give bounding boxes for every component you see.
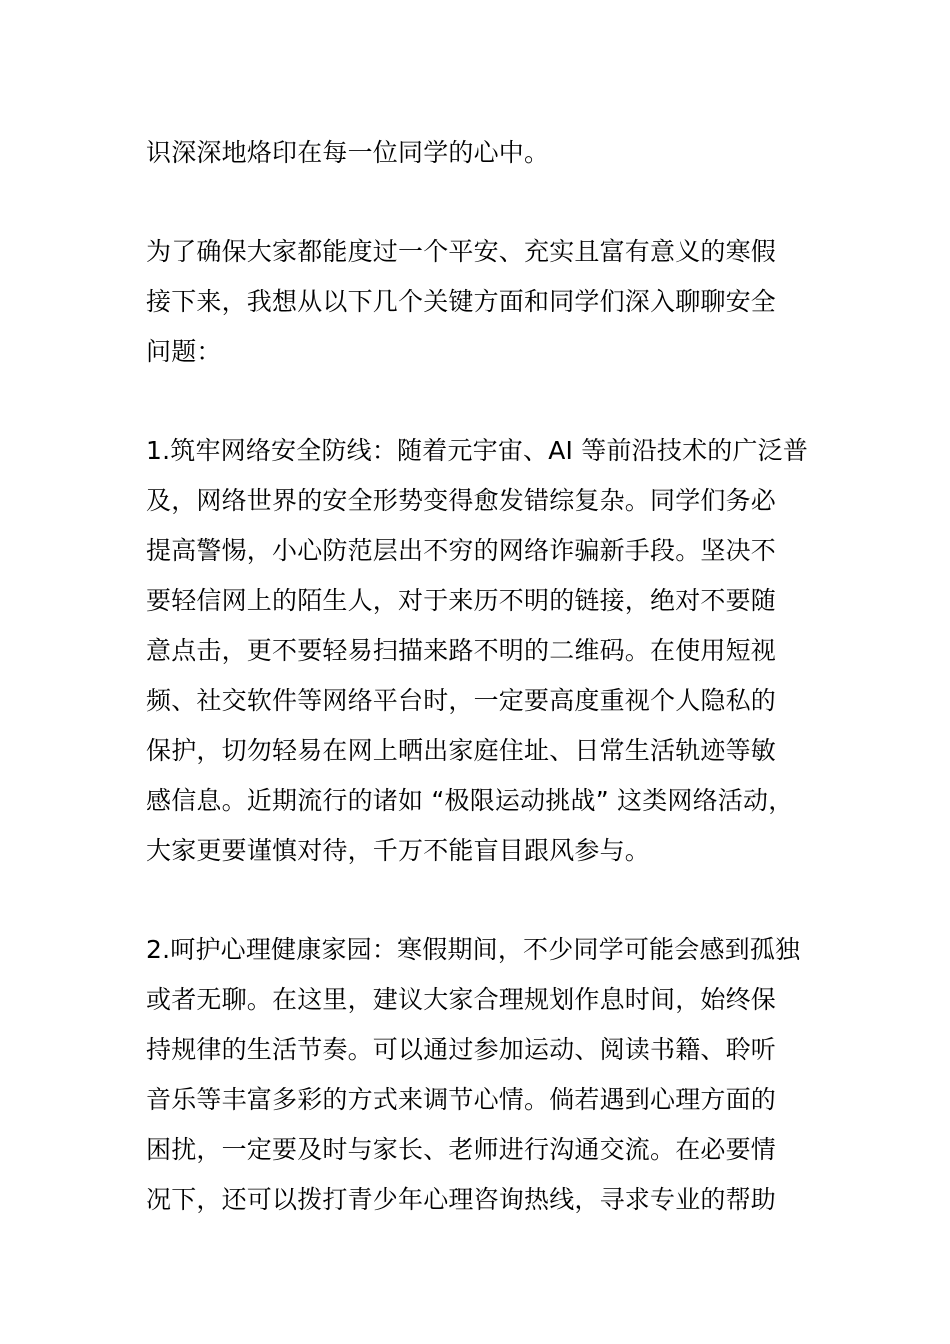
paragraph-line: 意点击，更不要轻易扫描来路不明的二维码。在使用短视: [146, 636, 777, 665]
paragraph-line: 频、社交软件等网络平台时，一定要高度重视个人隐私的: [146, 686, 777, 715]
paragraph-line: 大家更要谨慎对待，千万不能盲目跟风参与。: [146, 836, 651, 865]
paragraph-line: 感信息。近期流行的诸如 “极限运动挑战” 这类网络活动，: [146, 786, 794, 815]
paragraph-line: 1.筑牢网络安全防线：随着元宇宙、AI 等前沿技术的广泛普: [146, 436, 809, 465]
paragraph-line: 问题：: [146, 337, 222, 366]
paragraph-line: 困扰，一定要及时与家长、老师进行沟通交流。在必要情: [146, 1135, 777, 1164]
paragraph-line: 况下，还可以拨打青少年心理咨询热线，寻求专业的帮助: [146, 1185, 777, 1214]
paragraph-line: 要轻信网上的陌生人，对于来历不明的链接，绝对不要随: [146, 586, 777, 615]
paragraph-line: 2.呵护心理健康家园：寒假期间，不少同学可能会感到孤独: [146, 935, 801, 964]
paragraph-line: 及，网络世界的安全形势变得愈发错综复杂。同学们务必: [146, 486, 777, 515]
paragraph-line: 音乐等丰富多彩的方式来调节心情。倘若遇到心理方面的: [146, 1085, 777, 1114]
paragraph-line: 识深深地烙印在每一位同学的心中。: [146, 138, 550, 167]
paragraph-line: 为了确保大家都能度过一个平安、充实且富有意义的寒假: [146, 237, 777, 266]
paragraph-line: 保护，切勿轻易在网上晒出家庭住址、日常生活轨迹等敏: [146, 736, 777, 765]
paragraph-line: 提高警惕，小心防范层出不穷的网络诈骗新手段。坚决不: [146, 536, 777, 565]
paragraph-line: 接下来，我想从以下几个关键方面和同学们深入聊聊安全: [146, 287, 777, 316]
paragraph-line: 或者无聊。在这里，建议大家合理规划作息时间，始终保: [146, 985, 777, 1014]
paragraph-line: 持规律的生活节奏。可以通过参加运动、阅读书籍、聆听: [146, 1035, 777, 1064]
